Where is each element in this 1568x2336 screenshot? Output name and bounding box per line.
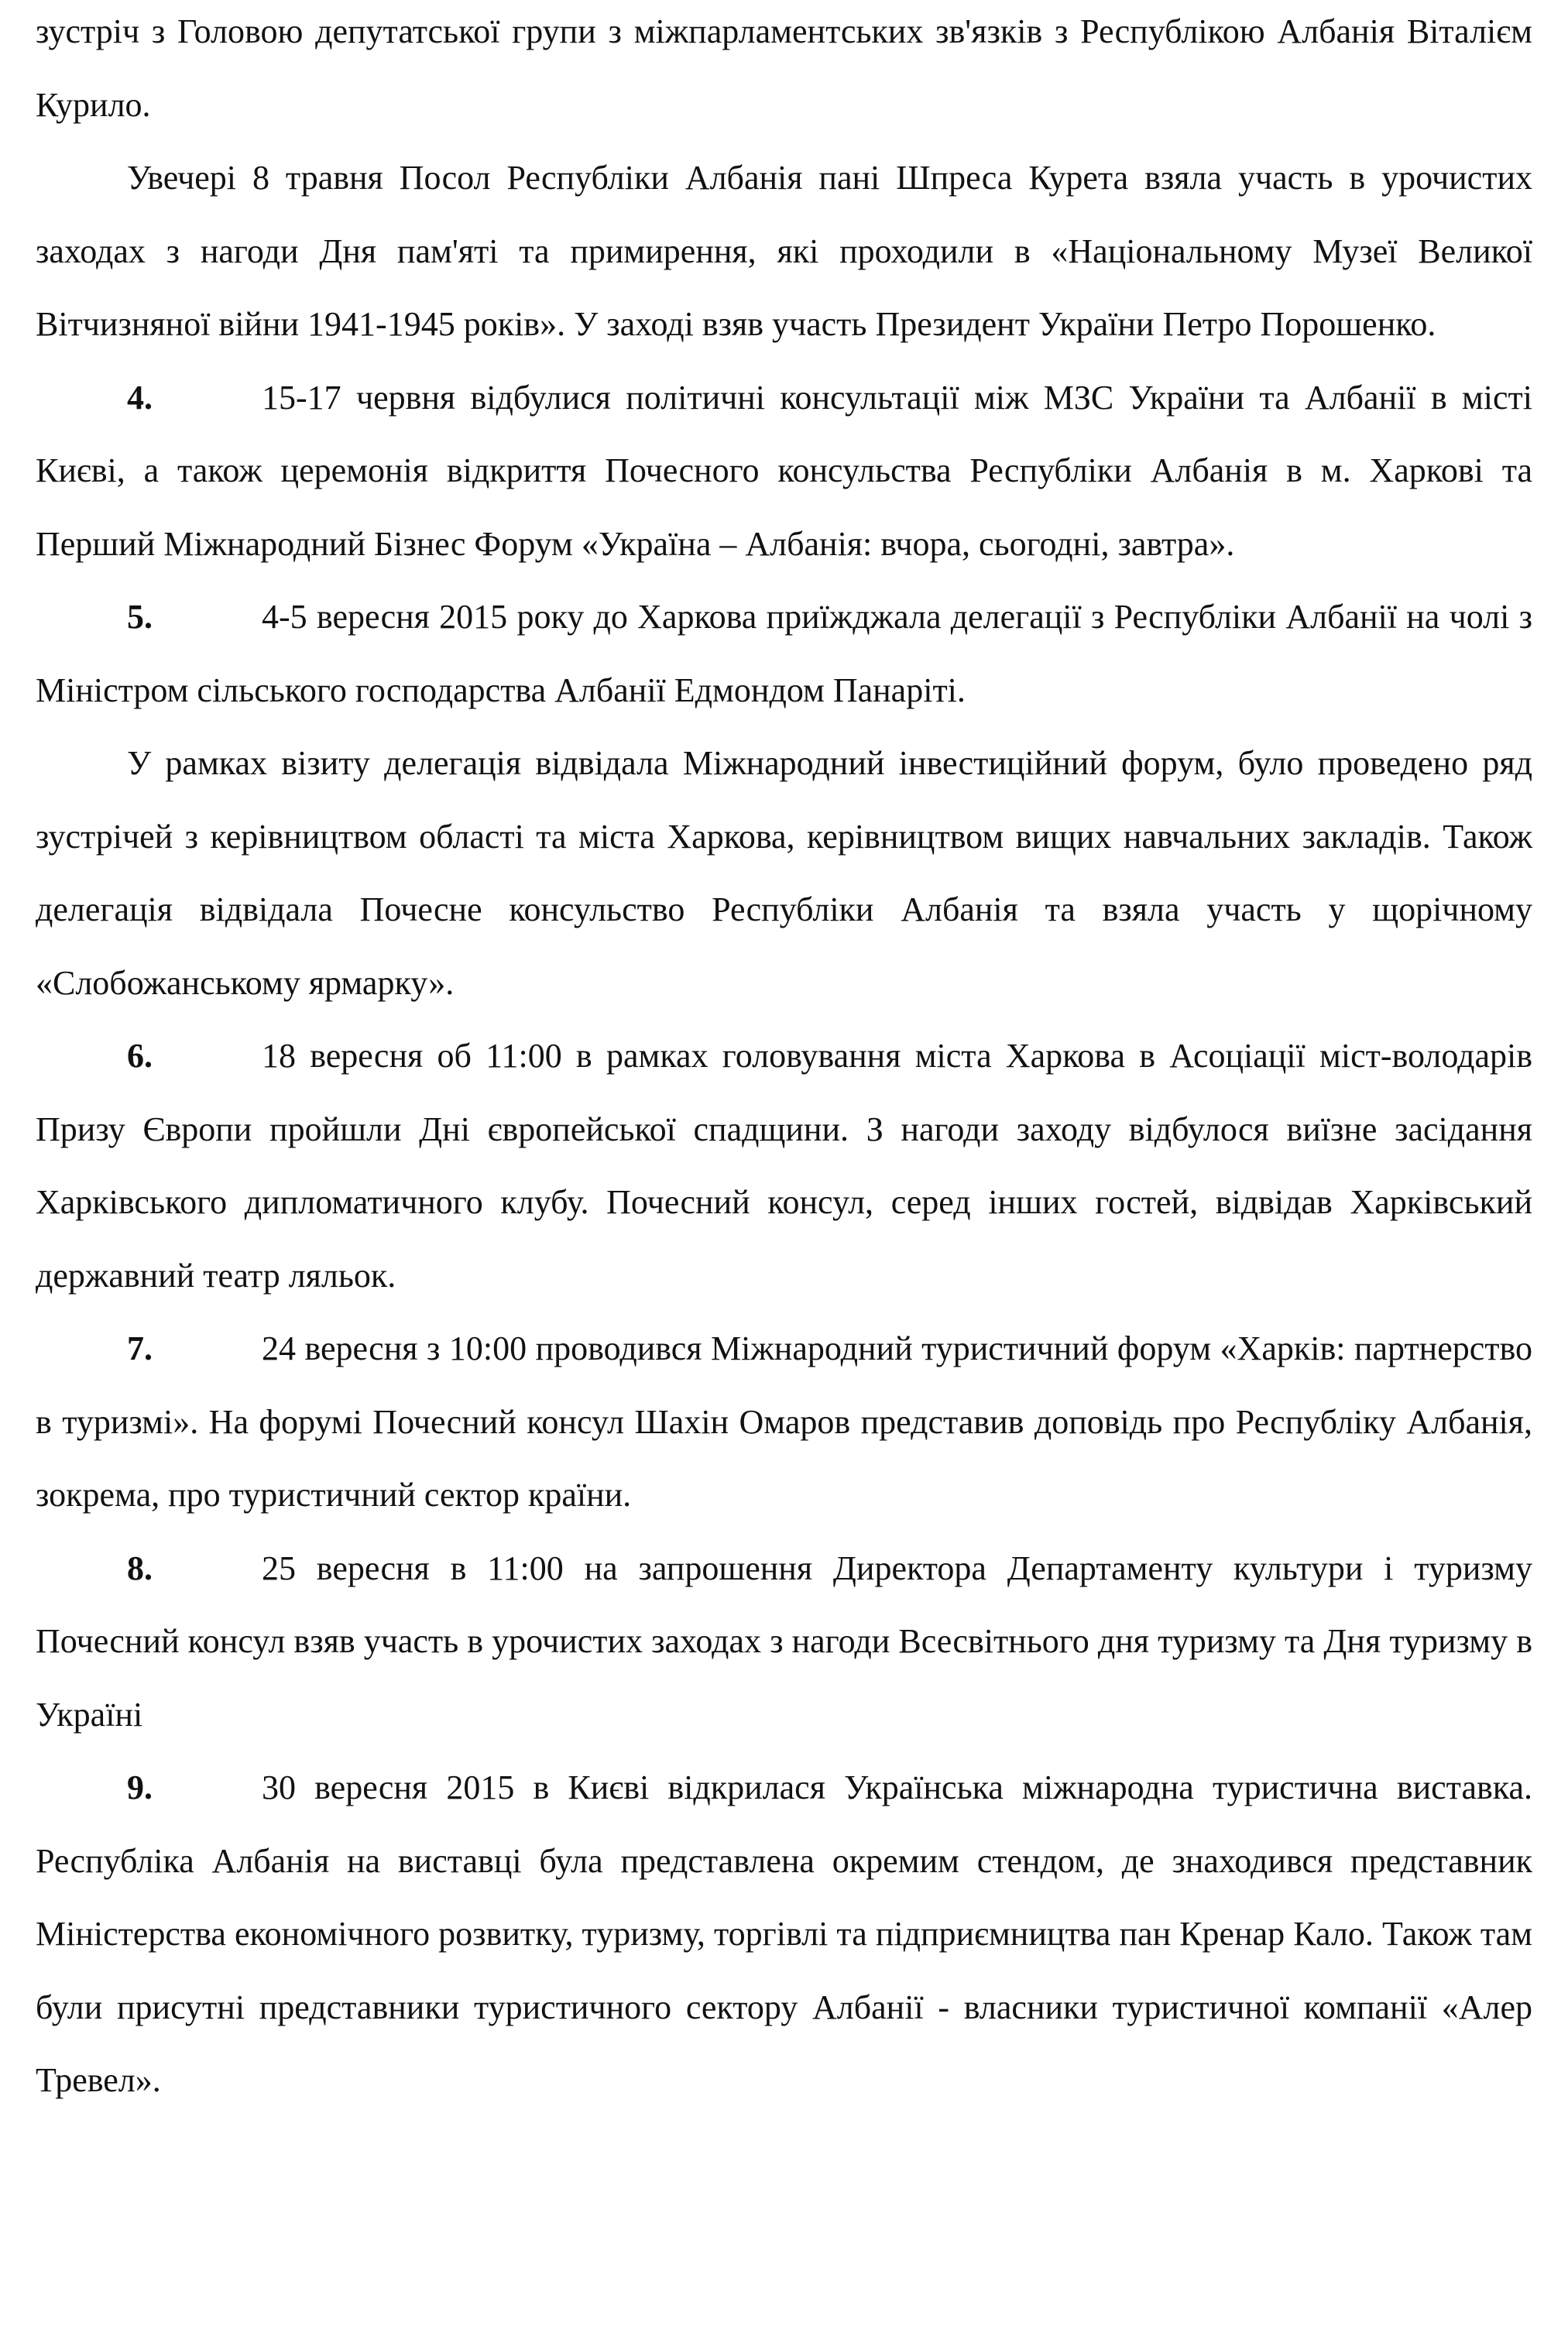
paragraph-text: 24 вересня з 10:00 проводився Міжнародний туристичний форум «Харків: партнерство в туризмі». На форумі Почесний консул Шахін Омаров представив доповідь про Республіку Албанія, зокрема, про туристичний сектор країни. — [36, 1329, 1532, 1514]
paragraph-text: Увечері 8 травня Посол Республіки Албанія пані Шпреса Курета взяла участь в урочистих заходах з нагоди Дня пам'яті та примирення, які проходили в «Національному Музеї Великої Вітчизняної війни 1941-1945 років». У заході взяв участь Президент України Петро Порошенко. — [36, 159, 1532, 343]
paragraph-text: 15-17 червня відбулися політичні консультації між МЗС України та Албанії в місті Києві, а також церемонія відкриття Почесного консульства Республіки Албанія в м. Харкові та Перший Міжнародний Бізнес Форум «Україна – Албанія: вчора, сьогодні, завтра». — [36, 378, 1532, 563]
paragraph-continuation — [36, 0, 1532, 142]
item-number: 5. — [127, 598, 153, 636]
paragraph-text: 30 вересня 2015 в Києві відкрилася Українська міжнародна туристична виставка. Республіка Албанія на виставці була представлена окремим стендом, де знаходився представник Міністерства економічного розвитку, туризму, торгівлі та підприємництва пан Кренар Кало. Також там були присутні представники туристичного сектору Албанії - власники туристичної компанії «Алер Тревел». — [36, 1768, 1532, 2099]
list-item-4 — [36, 362, 1532, 581]
paragraph-text: 18 вересня об 11:00 в рамках головування міста Харкова в Асоціації міст-володарів Призу Європи пройшли Дні європейської спадщини. З нагоди заходу відбулося виїзне засідання Харківського дипломатичного клубу. Почесний консул, серед інших гостей, відвідав Харківський державний театр ляльок. — [36, 1037, 1532, 1295]
paragraph-text: 4-5 вересня 2015 року до Харкова приїжджала делегації з Республіки Албанії на чолі з Міністром сільського господарства Албанії Едмондом Панаріті. — [36, 598, 1532, 709]
paragraph-text: У рамках візиту делегація відвідала Міжнародний інвестиційний форум, було проведено ряд зустрічей з керівництвом області та міста Харкова, керівництвом вищих навчальних закладів. Також делегація відвідала Почесне консульство Республіки Албанія та взяла участь у щорічному «Слобожанському ярмарку». — [36, 744, 1532, 1002]
paragraph-visit-details — [36, 727, 1532, 1020]
list-item-9 — [36, 1751, 1532, 2118]
item-number: 9. — [127, 1768, 153, 1806]
list-item-8 — [36, 1532, 1532, 1752]
paragraph-text: 25 вересня в 11:00 на запрошення Директора Департаменту культури і туризму Почесний консул взяв участь в урочистих заходах з нагоди Всесвітнього дня туризму та Дня туризму в Україні — [36, 1549, 1532, 1734]
list-item-7 — [36, 1312, 1532, 1532]
list-item-6 — [36, 1020, 1532, 1312]
paragraph-text: зустріч з Головою депутатської групи з міжпарламентських зв'язків з Республікою Албанія Віталієм Курило. — [36, 12, 1532, 124]
item-number: 4. — [127, 378, 153, 417]
item-number: 8. — [127, 1549, 153, 1587]
list-item-5 — [36, 581, 1532, 727]
item-number: 6. — [127, 1037, 153, 1075]
paragraph-ambassador-event — [36, 142, 1532, 362]
item-number: 7. — [127, 1329, 153, 1367]
